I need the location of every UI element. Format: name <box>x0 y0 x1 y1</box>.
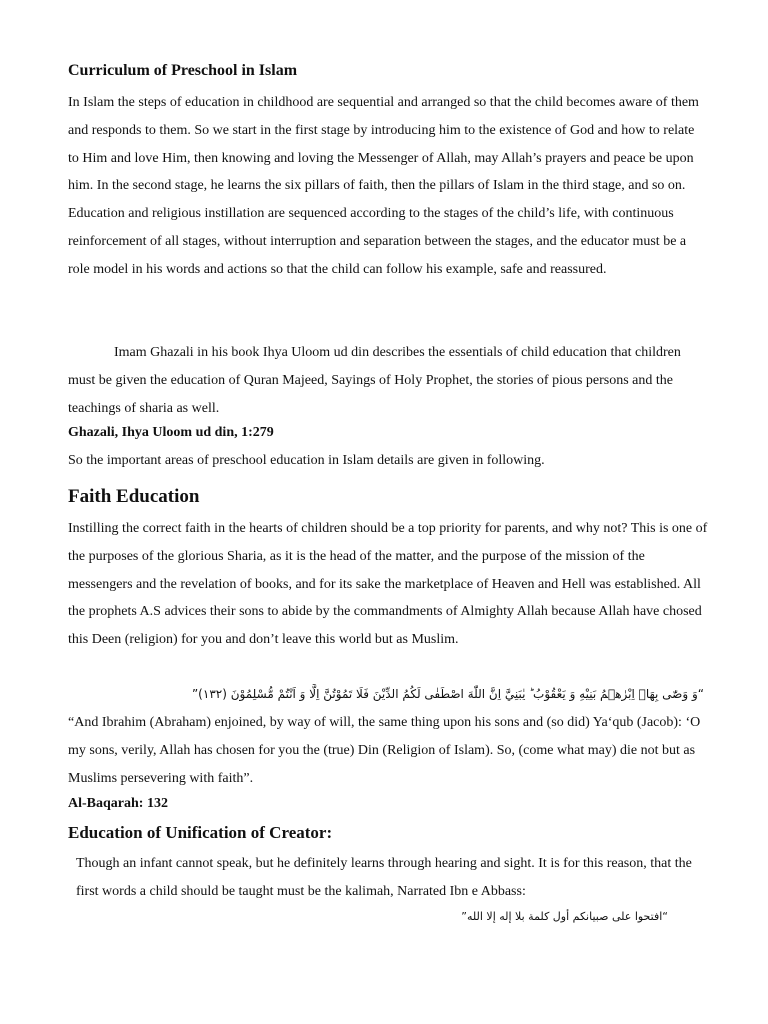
heading-curriculum-of-preschool: Curriculum of Preschool in Islam <box>68 62 298 79</box>
heading-faith-education: Faith Education <box>68 486 200 507</box>
paragraph-important-areas: So the important areas of preschool education in Islam details are given in following. <box>68 453 545 468</box>
heading-education-of-unification: Education of Unification of Creator: <box>68 823 333 842</box>
paragraph-infant-learning: Though an infant cannot speak, but he definitely learns through hearing and sight. It is for this reason, that the first words a child should be taught must be the kalimah, Narrated Ibn e Abbass: <box>76 856 692 899</box>
paragraph-intro: In Islam the steps of education in childhood are sequential and arranged so that the child becomes aware of them and responds to them. So we start in the first stage by introducing him to the existence of God and how to relate to Him and love Him, then knowing and loving the Messenger of Allah, may Allah’s prayers and peace be upon him. In the second stage, he learns the six pillars of faith, then the pillars of Islam in the third stage, and so on. Education and religious instillation are sequenced according to the stages of the child’s life, with continuous reinforcement of all stages, without interruption and separation between the stages, and the educator must be a role model in his words and actions so that the child can follow his example, safe and reassured. <box>68 95 699 277</box>
paragraph-imam-ghazali: Imam Ghazali in his book Ihya Uloom ud din describes the essentials of child education that children must be given the education of Quran Majeed, Sayings of Holy Prophet, the stories of pious persons and the teachings of sharia as well. <box>68 345 681 416</box>
paragraph-verse-translation: “And Ibrahim (Abraham) enjoined, by way of will, the same thing upon his sons and (so did) Ya‘qub (Jacob): ‘O my sons, verily, Allah has chosen for you the (true) Din (Religion of Islam). So, (come what may) die not but as Muslims persevering with faith”. <box>68 715 701 786</box>
arabic-hadith-quote: “افتحوا على صبيانكم أول كلمة بلا إله إلا الله” <box>461 910 668 923</box>
reference-al-baqarah: Al-Baqarah: 132 <box>68 796 168 811</box>
reference-ghazali: Ghazali, Ihya Uloom ud din, 1:279 <box>68 425 274 440</box>
paragraph-faith-education: Instilling the correct faith in the hearts of children should be a top priority for parents, and why not? This is one of the purposes of the glorious Sharia, as it is the head of the matter, and the purpose of the mission of the messengers and the revelation of books, and for its sake the marketplace of Heaven and Hell was established. All the prophets A.S advices their sons to abide by the commandments of Almighty Allah because Allah have chosed this Deen (religion) for you and don’t leave this world but as Muslim. <box>68 521 708 648</box>
arabic-quran-verse: “وَ وَصّٰى بِهَاۤ اِبْرٰهٖمُ بَنِيْهِ وَ يَعْقُوْبُ ؕ يٰبَنِيَّ اِنَّ اللّٰهَ اصْطَفٰى لَكُمُ الدِّيْنَ فَلَا تَمُوْتُنَّ اِلَّا وَ اَنْتُمْ مُّسْلِمُوْنَ (١٣٢)” <box>191 687 704 701</box>
